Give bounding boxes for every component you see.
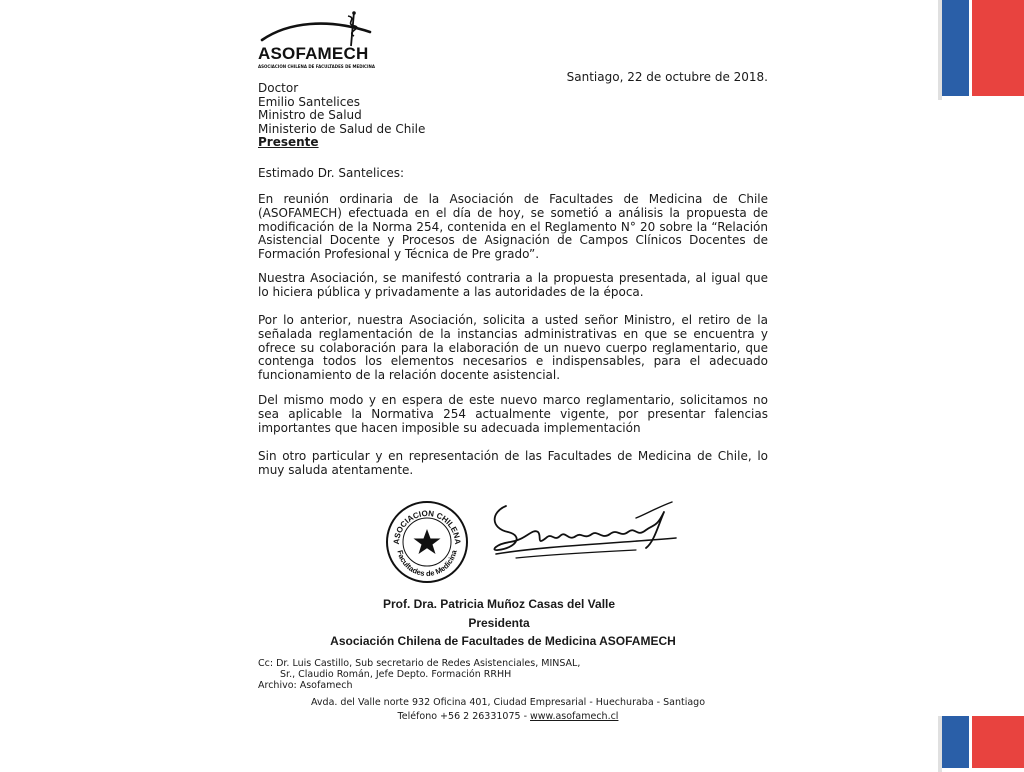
flag-bar-top	[942, 0, 1024, 96]
archive-line: Archivo: Asofamech	[258, 679, 353, 691]
recipient-honorific: Doctor	[258, 81, 299, 95]
footer-website-link[interactable]: www.asofamech.cl	[530, 711, 619, 722]
signatory-title: Presidenta	[468, 616, 530, 630]
recipient-name: Emilio Santelices	[258, 94, 360, 109]
seal-bottom-text: Facultades de Medicina	[395, 549, 459, 579]
body-paragraph: En reunión ordinaria de la Asociación de Facultades de Medicina de Chile (ASOFAMECH) efectuada en el día de hoy, se sometió a análisis la propuesta de modificación de la Norma 254, contenida en el Reglamento N° 20 sobre la “Relación Asistencial Docente y Procesos de Asignación de Campos Clínicos Docentes de Formación Profesional y Técnica de Pre grado”.	[258, 192, 768, 262]
recipient-presente: Presente	[258, 135, 319, 150]
official-seal	[385, 500, 469, 584]
body-paragraph: Del mismo modo y en espera de este nuevo marco reglamentario, solicitamos no sea aplicable la Normativa 254 actualmente vigente, por presentar falencias importantes que hacen imposible su adecuada implementación	[258, 393, 768, 435]
recipient-institution: Ministerio de Salud de Chile	[258, 121, 426, 136]
closing-paragraph: Sin otro particular y en representación de las Facultades de Medicina de Chile, lo muy saluda atentamente.	[258, 449, 768, 477]
footer-contact	[253, 711, 763, 722]
cc-line: Cc: Dr. Luis Castillo, Sub secretario de Redes Asistenciales, MINSAL,	[258, 658, 581, 669]
asofamech-logo	[258, 10, 378, 72]
signatory-name: Prof. Dra. Patricia Muñoz Casas del Valle	[382, 597, 616, 611]
footer-address: Avda. del Valle norte 932 Oficina 401, Ciudad Empresarial - Huechuraba - Santiago	[310, 697, 706, 708]
seal-stamp-icon	[385, 500, 469, 584]
signatory-organization: Asociación Chilena de Facultades de Medicina ASOFAMECH	[330, 634, 676, 648]
seal-top-text: ASOCIACION CHILENA	[391, 508, 463, 545]
flag-bar-bottom	[942, 716, 1024, 768]
flag-blue-stripe	[942, 0, 969, 96]
letter-document	[258, 0, 768, 768]
flag-red-stripe	[972, 0, 1024, 96]
cc-block	[258, 659, 580, 691]
body-paragraph: Por lo anterior, nuestra Asociación, solicita a usted señor Ministro, el retiro de la señalada reglamentación de la instancias administrativas en que se encuentra y ofrece su colaboración para la elaboración de un nuevo cuerpo reglamentario, que contenga todos los elementos necesarios e indispensables, para el adecuado funcionamiento de la relación docente asistencial.	[258, 313, 768, 383]
flag-blue-stripe	[942, 716, 969, 768]
footer-phone: Teléfono +56 2 26331075 -	[397, 711, 531, 722]
logo-subtitle: ASOCIACION CHILENA DE FACULTADES DE MEDICINA	[258, 64, 375, 69]
seal-star-icon	[414, 529, 441, 554]
logo-wordmark: ASOFAMECH	[258, 44, 369, 63]
letter-date: Santiago, 22 de octubre de 2018.	[566, 70, 768, 84]
body-paragraph: Nuestra Asociación, se manifestó contraria a la propuesta presentada, al igual que lo hiciera pública y privadamente a las autoridades de la época.	[258, 271, 768, 299]
cc-line: Sr., Claudio Román, Jefe Depto. Formación RRHH	[280, 668, 512, 680]
flag-red-stripe	[972, 716, 1024, 768]
signature-icon	[486, 498, 686, 564]
recipient-position: Ministro de Salud	[258, 108, 362, 123]
greeting: Estimado Dr. Santelices:	[258, 166, 404, 180]
svg-text:Facultades de Medicina	[395, 548, 458, 578]
recipient-block	[258, 82, 425, 150]
handwritten-signature	[486, 498, 686, 564]
